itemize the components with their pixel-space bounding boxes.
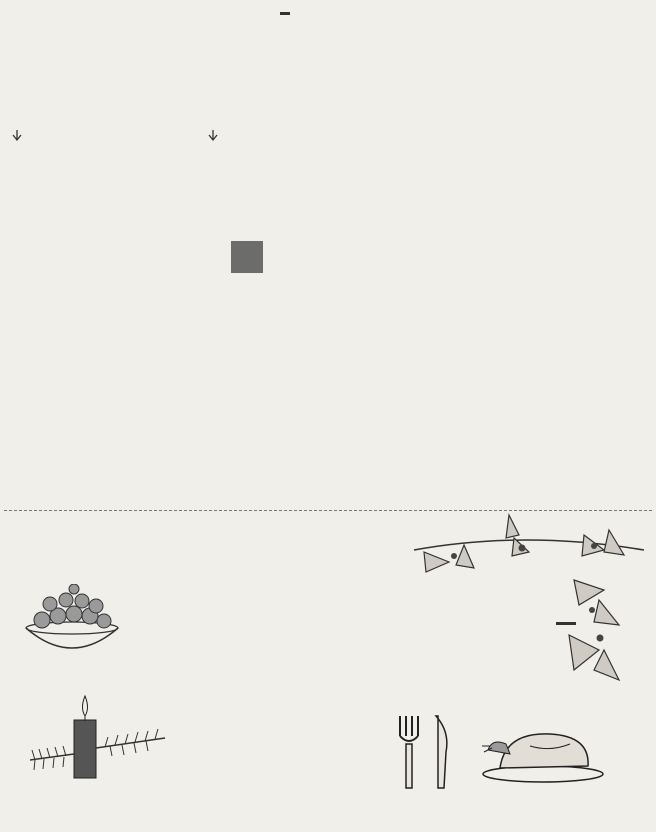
holly-garland-icon xyxy=(404,510,654,685)
candle-icon xyxy=(30,690,170,782)
column-arrow-1-icon xyxy=(13,130,21,140)
fruit-bowl-icon xyxy=(22,584,122,662)
roast-bird-icon xyxy=(480,722,606,784)
fork-knife-icon xyxy=(392,712,462,792)
crossword-grid-svg xyxy=(6,130,270,460)
column-arrow-7-icon xyxy=(209,130,217,140)
shaded-cell xyxy=(231,241,263,273)
top-dash xyxy=(280,12,290,15)
crossword-grid xyxy=(6,130,270,460)
